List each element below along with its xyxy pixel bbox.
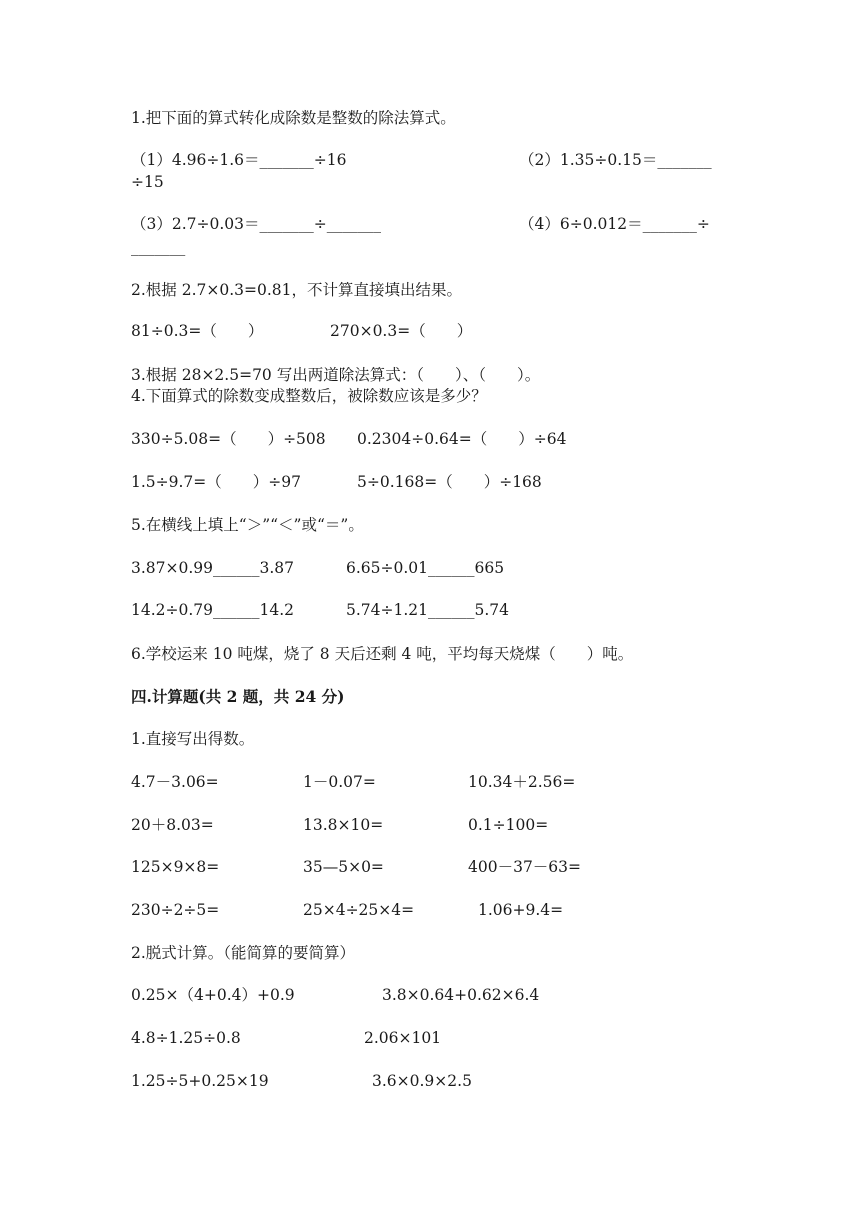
step-calc-item: 3.8×0.64+0.62×6.4 [382, 986, 540, 1004]
q4-item-b: 0.2304÷0.64=（ ）÷64 [357, 430, 567, 448]
mental-calc-item: 125×9×8= [131, 858, 220, 876]
mental-calc-item: 1.06+9.4= [478, 901, 564, 919]
q5-title: 5.在横线上填上“＞”“＜”或“＝”。 [131, 516, 364, 534]
q6-title: 6.学校运来 10 吨煤，烧了 8 天后还剩 4 吨，平均每天烧煤（ ）吨。 [131, 645, 634, 663]
q5-item-d: 5.74÷1.21______5.74 [346, 601, 510, 619]
q2-title: 2.根据 2.7×0.3=0.81，不计算直接填出结果。 [131, 281, 463, 299]
q2-item-a: 81÷0.3=（ ） [131, 322, 264, 340]
mental-calc-item: 13.8×10= [303, 816, 384, 834]
q1-part-4-cont: _______ [131, 238, 186, 256]
q3-title: 3.根据 28×2.5=70 写出两道除法算式：（ ）、（ ）。 [131, 366, 541, 384]
step-calc-item: 1.25÷5+0.25×19 [131, 1072, 269, 1090]
q5-item-b: 6.65÷0.01______665 [346, 559, 505, 577]
mental-calc-item: 35—5×0= [303, 858, 384, 876]
section-heading: 四.计算题(共 2 题，共 24 分) [131, 687, 345, 706]
q1-part-1: （1）4.96÷1.6＝_______÷16 [131, 151, 347, 169]
mental-calc-item: 25×4÷25×4= [303, 901, 415, 919]
q4-item-c: 1.5÷9.7=（ ）÷97 [131, 473, 301, 491]
step-calc-item: 3.6×0.9×2.5 [372, 1072, 472, 1090]
q5-item-a: 3.87×0.99______3.87 [131, 559, 295, 577]
q4-item-d: 5÷0.168=（ ）÷168 [357, 473, 542, 491]
step-calc-item: 4.8÷1.25÷0.8 [131, 1029, 241, 1047]
q1-part-2-cont: ÷15 [131, 173, 164, 191]
q4-item-a: 330÷5.08=（ ）÷508 [131, 430, 326, 448]
q2-item-b: 270×0.3=（ ） [330, 322, 473, 340]
mental-calc-item: 4.7－3.06= [131, 773, 219, 791]
step-calc-item: 0.25×（4+0.4）+0.9 [131, 986, 295, 1004]
mental-calc-item: 400－37－63= [468, 858, 582, 876]
step-calc-item: 2.06×101 [364, 1029, 442, 1047]
q1-part-3: （3）2.7÷0.03＝_______÷_______ [131, 215, 381, 233]
s4-q2-title: 2.脱式计算。（能简算的要简算） [131, 944, 356, 962]
q4-title: 4.下面算式的除数变成整数后，被除数应该是多少？ [131, 387, 487, 405]
mental-calc-item: 230÷2÷5= [131, 901, 220, 919]
mental-calc-item: 20＋8.03= [131, 816, 214, 834]
q1-part-4: （4）6÷0.012＝_______÷ [519, 215, 710, 233]
mental-calc-item: 0.1÷100= [468, 816, 549, 834]
mental-calc-item: 1－0.07= [303, 773, 376, 791]
q1-part-2: （2）1.35÷0.15＝_______ [519, 151, 712, 169]
q5-item-c: 14.2÷0.79______14.2 [131, 601, 295, 619]
q1-title: 1.把下面的算式转化成除数是整数的除法算式。 [131, 109, 456, 127]
mental-calc-item: 10.34＋2.56= [468, 773, 576, 791]
s4-q1-title: 1.直接写出得数。 [131, 730, 255, 748]
